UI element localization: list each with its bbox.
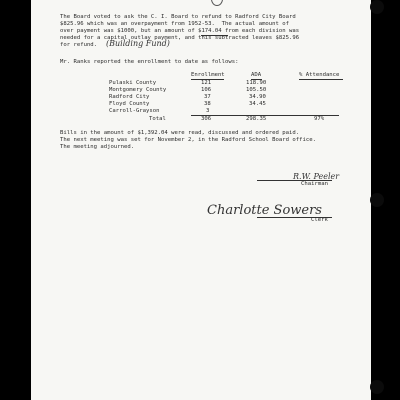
paragraph-1-line-2: $825.96 which was an overpayment from 1952-53. The actual amount of [60,21,290,27]
top-pencil-mark [211,0,223,6]
paragraph-1-line-1: The Board voted to ask the C. I. Board to refund to Radford City Board [60,14,296,20]
row-name: Pulaski County [109,80,157,86]
row-ada: 34.90 [249,94,266,100]
row-name: Montgomery County [109,87,167,93]
row-enrollment: 37 [204,94,211,100]
row-ada: 105.50 [246,87,267,93]
chairman-label: Chairman [301,181,328,187]
closing-line-2: The next meeting was set for November 2, in the Radford School Board office. [60,137,316,143]
binder-hole-middle [370,193,384,207]
paragraph-1-line-3: over payment was $1000, but an amount of $174.04 from each division was [60,28,300,34]
total-attendance: 97% [314,116,325,122]
paragraph-1-line-4: needed for a capital outlay payment, and this subtracted leaves $825.96 [60,35,300,41]
binder-hole-top [370,0,384,14]
row-enrollment: 106 [201,87,212,93]
header-ada: ADA [251,72,262,78]
row-name: Floyd County [109,101,150,107]
total-enrollment: 306 [201,116,212,122]
header-attendance: % Attendance [299,72,340,78]
total-label: Total [149,116,166,122]
total-ada: 298.35 [246,116,267,122]
clerk-label: Clerk [311,217,328,223]
closing-line-1: Bills in the amount of $1,392.04 were read, discussed and ordered paid. [60,130,300,136]
binder-hole-bottom [370,380,384,394]
paragraph-1-line-5: for refund. [60,42,98,48]
closing-line-3: The meeting adjourned. [60,144,135,150]
row-ada: 34.45 [249,101,266,107]
row-ada: 118.90 [246,80,267,86]
chairman-signature: R.W. Peeler [293,172,340,181]
header-attendance-underline [299,79,343,80]
document-page [31,0,371,400]
handwritten-note: (Building Fund) [106,39,170,48]
row-enrollment: 38 [204,101,211,107]
row-name: Radford City [109,94,150,100]
row-name: Carroll-Grayson [109,108,160,114]
row-enrollment: 121 [201,80,212,86]
clerk-signature: Charlotte Sowers [207,203,322,218]
header-enrollment: Enrollment [191,72,225,78]
row-enrollment: 3 [206,108,210,114]
enrollment-intro: Mr. Ranks reported the enrollment to date as follows: [60,59,239,65]
